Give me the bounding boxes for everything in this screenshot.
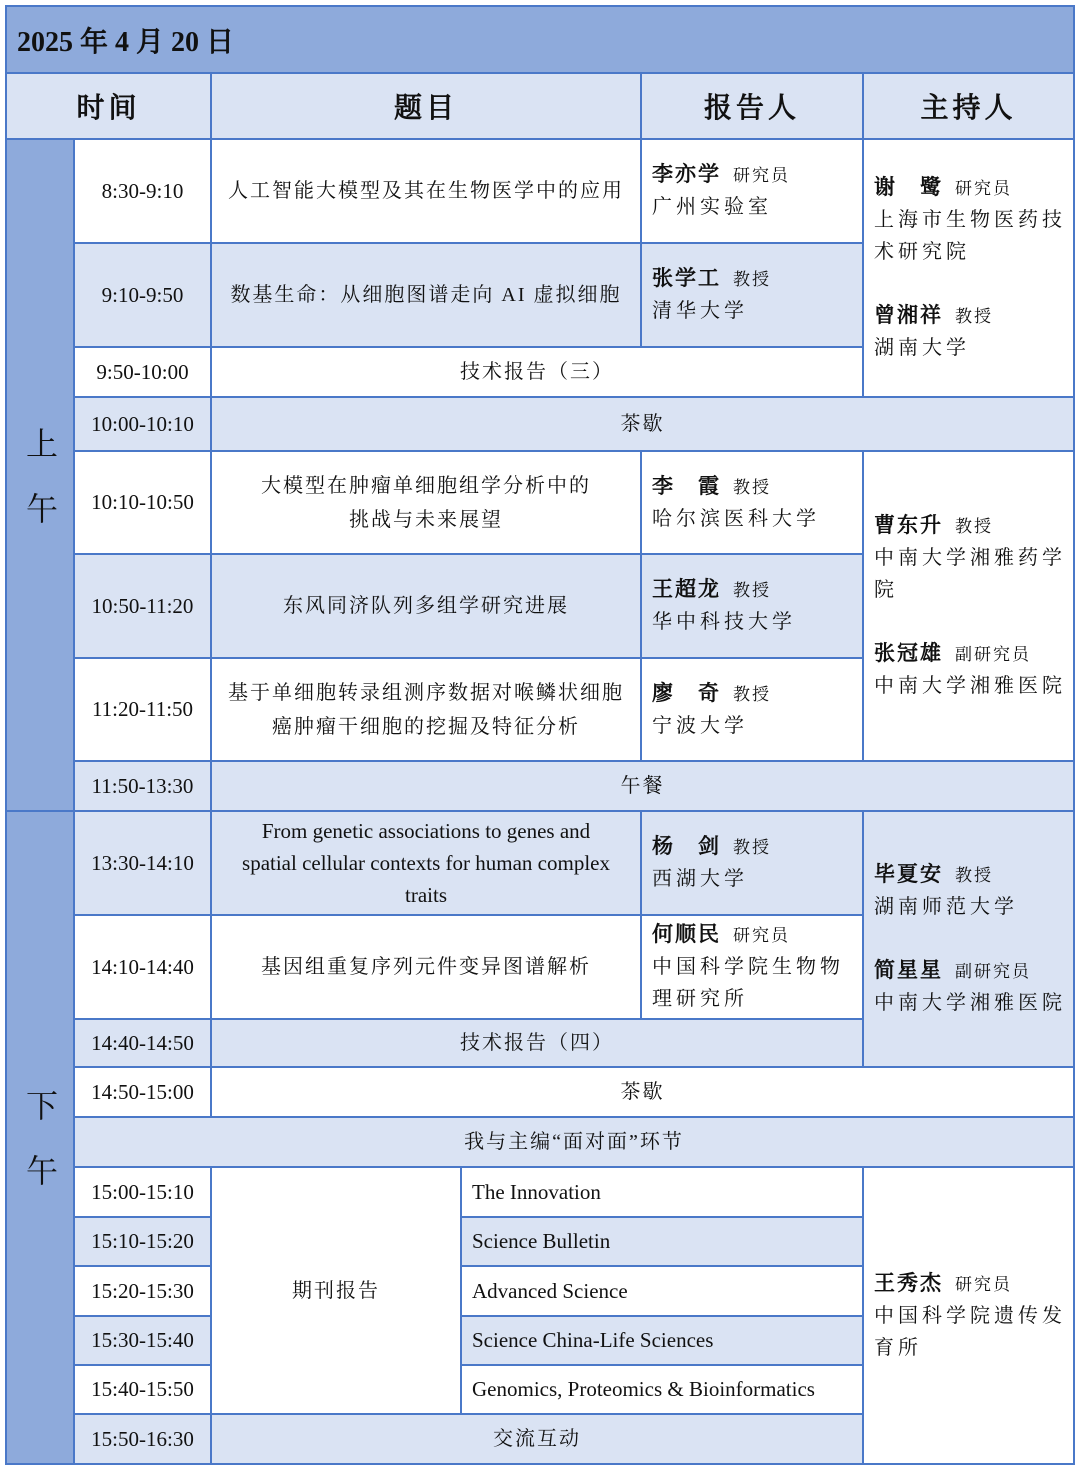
time-cell: 15:50-16:30 (75, 1415, 210, 1463)
schedule-table (5, 5, 1075, 1465)
tech-report-title: 技术报告（三） (212, 348, 862, 396)
talk-title: 东风同济队列多组学研究进展 (212, 555, 640, 657)
host-person (874, 859, 1067, 923)
talk-title: 大模型在肿瘤单细胞组学分析中的 挑战与未来展望 (212, 452, 640, 553)
talk-title: 数基生命：从细胞图谱走向 AI 虚拟细胞 (212, 244, 640, 346)
host-role: 教授 (955, 307, 993, 326)
speaker-name: 张学工 (652, 266, 721, 290)
header-speaker: 报告人 (642, 74, 862, 138)
speaker-role: 教授 (733, 684, 771, 704)
host-person (874, 300, 1067, 364)
speaker-affiliation: 西湖大学 (652, 868, 748, 890)
time-cell: 14:10-14:40 (75, 916, 210, 1018)
speaker-affiliation: 华中科技大学 (652, 611, 796, 633)
talk-title: 基因组重复序列元件变异图谱解析 (212, 916, 640, 1018)
host-affiliation: 上海市生物医药技术研究院 (874, 209, 1066, 263)
time-cell: 8:30-9:10 (75, 140, 210, 242)
talk-title: From genetic associations to genes and spatial cellular contexts for human complex traits (212, 812, 640, 914)
host-affiliation: 湖南师范大学 (874, 896, 1018, 918)
host-name: 张冠雄 (874, 641, 943, 665)
host-name: 毕夏安 (874, 862, 943, 886)
host-name: 曾湘祥 (874, 303, 943, 327)
date-banner: 2025 年 4 月 20 日 (7, 7, 1073, 72)
break-title: 午餐 (212, 762, 1073, 810)
host-affiliation: 中南大学湘雅医院 (874, 675, 1066, 697)
speaker-cell (642, 244, 862, 346)
journal-name: Science Bulletin (462, 1218, 862, 1265)
break-title: 茶歇 (212, 398, 1073, 450)
speaker-name: 李 霞 (652, 473, 721, 498)
speaker-cell (642, 452, 862, 553)
host-person (874, 955, 1067, 1019)
time-cell: 15:30-15:40 (75, 1317, 210, 1364)
time-cell: 10:00-10:10 (75, 398, 210, 450)
host-person (874, 172, 1067, 268)
host-name: 谢 鹭 (874, 175, 943, 199)
time-cell: 10:50-11:20 (75, 555, 210, 657)
header-time: 时间 (7, 74, 210, 138)
speaker-cell (642, 659, 862, 760)
closing-title: 交流互动 (212, 1415, 862, 1463)
time-cell: 11:50-13:30 (75, 762, 210, 810)
host-cell (864, 140, 1073, 396)
speaker-cell (642, 555, 862, 657)
speaker-role: 研究员 (733, 166, 790, 185)
time-cell: 9:10-9:50 (75, 244, 210, 346)
host-affiliation: 中南大学湘雅医院 (874, 992, 1066, 1014)
host-person (874, 510, 1067, 606)
journal-name: Genomics, Proteomics & Bioinformatics (462, 1366, 862, 1413)
host-person (874, 638, 1067, 702)
host-role: 副研究员 (955, 645, 1031, 664)
time-cell: 13:30-14:10 (75, 812, 210, 914)
period-afternoon-label: 下午 (22, 1089, 58, 1219)
speaker-name: 王超龙 (652, 577, 721, 601)
journal-name: Advanced Science (462, 1267, 862, 1315)
speaker-name: 何顺民 (652, 922, 721, 946)
host-role: 研究员 (955, 1274, 1012, 1294)
host-role: 教授 (955, 866, 993, 885)
header-host: 主持人 (864, 74, 1073, 138)
talk-title: 基于单细胞转录组测序数据对喉鳞状细胞 癌肿瘤干细胞的挖掘及特征分析 (212, 659, 640, 760)
header-title: 题目 (212, 74, 640, 138)
host-cell (864, 452, 1073, 760)
talk-title: 人工智能大模型及其在生物医学中的应用 (212, 140, 640, 242)
period-morning-label: 上午 (22, 426, 58, 557)
speaker-affiliation: 哈尔滨医科大学 (652, 507, 820, 530)
host-person (874, 1268, 1067, 1364)
speaker-role: 教授 (733, 838, 771, 857)
speaker-role: 教授 (733, 477, 771, 497)
host-role: 副研究员 (955, 962, 1031, 981)
host-name: 曹东升 (874, 513, 943, 537)
speaker-affiliation: 中国科学院生物物理研究所 (652, 956, 844, 1010)
time-cell: 10:10-10:50 (75, 452, 210, 553)
host-name: 王秀杰 (874, 1270, 943, 1295)
speaker-cell (642, 916, 862, 1018)
host-role: 研究员 (955, 179, 1012, 198)
speaker-role: 研究员 (733, 926, 790, 945)
time-cell: 15:40-15:50 (75, 1366, 210, 1413)
time-cell: 15:10-15:20 (75, 1218, 210, 1265)
time-cell: 11:20-11:50 (75, 659, 210, 760)
editor-session-title: 我与主编“面对面”环节 (75, 1118, 1073, 1166)
period-morning (7, 140, 73, 810)
speaker-name: 李亦学 (652, 162, 721, 186)
host-affiliation: 中南大学湘雅药学院 (874, 547, 1066, 601)
time-cell: 9:50-10:00 (75, 348, 210, 396)
host-cell (864, 812, 1073, 1066)
time-cell: 14:50-15:00 (75, 1068, 210, 1116)
time-cell: 15:20-15:30 (75, 1267, 210, 1315)
host-cell (864, 1168, 1073, 1463)
journal-report-label: 期刊报告 (212, 1168, 460, 1413)
speaker-role: 教授 (733, 581, 771, 600)
host-role: 教授 (955, 517, 993, 536)
speaker-affiliation: 广州实验室 (652, 196, 772, 218)
period-afternoon (7, 812, 73, 1463)
time-cell: 14:40-14:50 (75, 1020, 210, 1066)
break-title: 茶歇 (212, 1068, 1073, 1116)
speaker-cell (642, 140, 862, 242)
speaker-role: 教授 (733, 270, 771, 289)
tech-report-title: 技术报告（四） (212, 1020, 862, 1066)
speaker-affiliation: 清华大学 (652, 300, 748, 322)
time-cell: 15:00-15:10 (75, 1168, 210, 1216)
speaker-name: 廖 奇 (652, 680, 721, 705)
speaker-affiliation: 宁波大学 (652, 714, 748, 737)
host-affiliation: 湖南大学 (874, 337, 970, 359)
journal-name: Science China-Life Sciences (462, 1317, 862, 1364)
host-affiliation: 中国科学院遗传发育所 (874, 1304, 1066, 1359)
journal-name: The Innovation (462, 1168, 862, 1216)
speaker-cell (642, 812, 862, 914)
host-name: 简星星 (874, 958, 943, 982)
speaker-name: 杨 剑 (652, 834, 721, 858)
